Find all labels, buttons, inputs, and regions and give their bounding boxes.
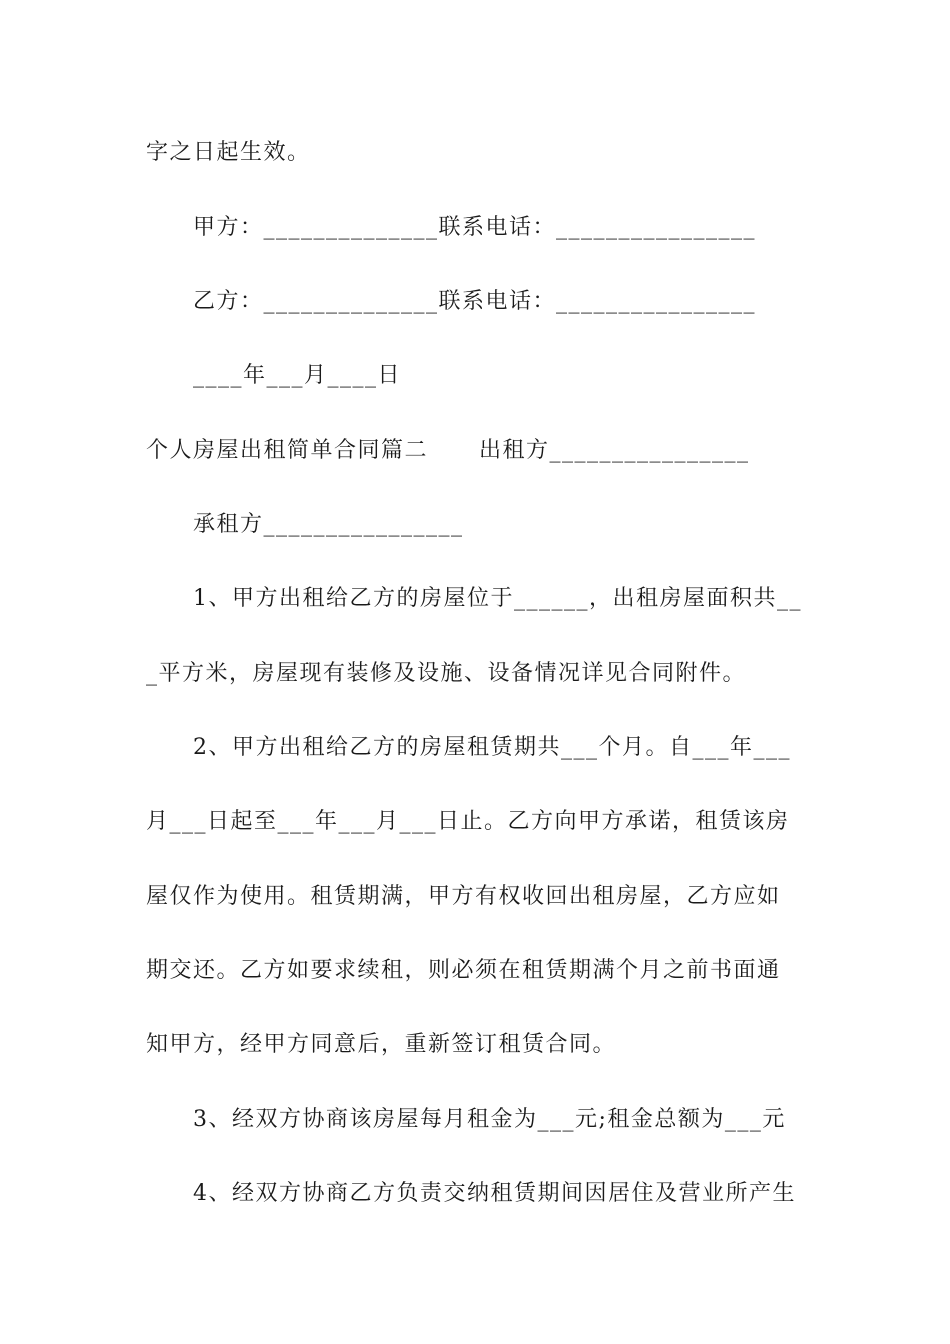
clause-2-line-3: 屋仅作为使用。租赁期满，甲方有权收回出租房屋，乙方应如 [146,884,781,909]
clause-4-line-1: 4、经双方协商乙方负责交纳租赁期间因居住及营业所产生 [193,1181,796,1206]
text-line-effective-date: 字之日起生效。 [146,140,311,165]
clause-3-line-1: 3、经双方协商该房屋每月租金为___元;租金总额为___元 [193,1107,786,1132]
date-line: ____年___月____日 [193,363,402,388]
clause-2-line-4: 期交还。乙方如要求续租，则必须在租赁期满个月之前书面通 [146,958,781,983]
clause-2-line-5: 知甲方，经甲方同意后，重新签订租赁合同。 [146,1032,617,1057]
clause-2-line-1: 2、甲方出租给乙方的房屋租赁期共___个月。自___年___ [193,735,791,760]
clause-2-line-2: 月___日起至___年___月___日止。乙方向甲方承诺，租赁该房 [146,809,790,834]
lessee-line: 承租方________________ [193,512,464,537]
clause-1-line-2: _平方米，房屋现有装修及设施、设备情况详见合同附件。 [146,661,747,686]
party-b-signature-line: 乙方：______________联系电话：________________ [193,289,757,314]
party-a-signature-line: 甲方：______________联系电话：________________ [193,215,757,240]
section-heading-line: 个人房屋出租简单合同篇二 出租方________________ [146,438,750,463]
clause-1-line-1: 1、甲方出租给乙方的房屋位于______，出租房屋面积共__ [193,586,802,611]
